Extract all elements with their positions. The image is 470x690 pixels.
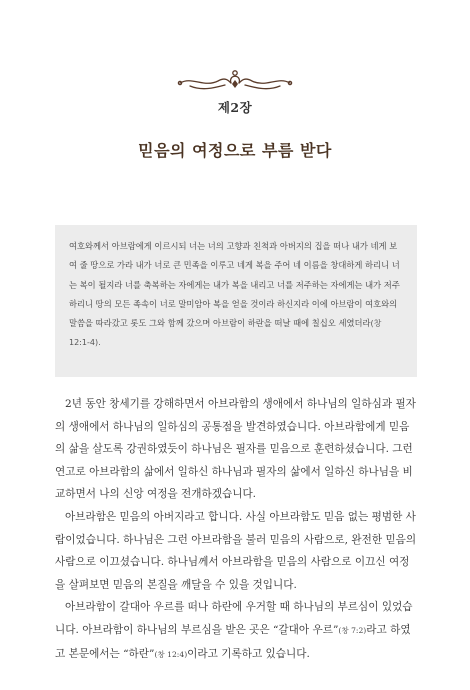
chapter-title: 믿음의 여정으로 부름 받다 bbox=[138, 141, 332, 160]
scripture-quote-text: 여호와께서 아브람에게 이르시되 너는 너의 고향과 친척과 아버지의 집을 떠나 내가 네게 보여 줄 땅으로 가라 내가 너로 큰 민족을 이루고 네게 복을 주어 네 이름을 창대하게 하리니 너는 복이 될지라 너를 축복하는 자에게는 내가 복을 내리고 너를 저주하는 자에게는 내가 저주하리니 땅의 모든 족속이 너로 말미암아 복을 얻을 것이라 하신지라 이에 아브람이 여호와의 말씀을 따라갔고 롯도 그와 함께 갔으며 아브람이 하란을 떠날 때에 칠십오 세였더라 bbox=[69, 241, 400, 329]
paragraph-3-text-a: 아브라함이 갈대아 우르를 떠나 하란에 우거할 때 하나님의 부르심이 있었습니다. 아브라함이 하나님의 부르심을 받은 곳은 “갈대아 우르” bbox=[55, 601, 413, 636]
paragraph-3 bbox=[55, 596, 417, 666]
paragraph-3-ref-1: (창 7:2) bbox=[338, 625, 367, 635]
scripture-quote bbox=[69, 237, 403, 353]
body-text bbox=[55, 393, 417, 666]
paragraph-3-text-c: 이라고 기록하고 있습니다. bbox=[187, 647, 310, 660]
paragraph-3-ref-2: (창 12:4) bbox=[154, 649, 188, 659]
scripture-reference: (창 12:1-4). bbox=[69, 319, 382, 348]
chapter-ornament-icon bbox=[170, 66, 300, 94]
scripture-quote-box bbox=[55, 225, 417, 377]
chapter-number: 제2장 bbox=[217, 100, 253, 115]
paragraph-1: 2년 동안 창세기를 강해하면서 아브라함의 생애에서 하나님의 일하심과 필자의 생애에서 하나님의 일하심의 공통점을 발견하였습니다. 아브라함에게 믿음의 삶을 살도록 강권하였듯이 하나님은 필자를 믿음으로 훈련하셨습니다. 그런 연고로 아브라함의 삶에서 일하신 하나님과 필자의 삶에서 일하신 하나님을 비교하면서 나의 신앙 여정을 전개하겠습니다. bbox=[55, 398, 416, 501]
paragraph-3-text-b: 라고 하였고 본문에서는 “하란” bbox=[55, 623, 411, 660]
paragraph-2: 아브라함은 믿음의 아버지라고 합니다. 사실 아브라함도 믿음 없는 평범한 사람이었습니다. 하나님은 그런 아브라함을 불러 믿음의 사람으로, 완전한 믿음의 사람으로 이끄셨습니다. 하나님께서 아브라함을 믿음의 사람으로 이끄신 여정을 살펴보면 믿음의 본질을 깨달을 수 있을 것입니다. bbox=[55, 510, 417, 591]
